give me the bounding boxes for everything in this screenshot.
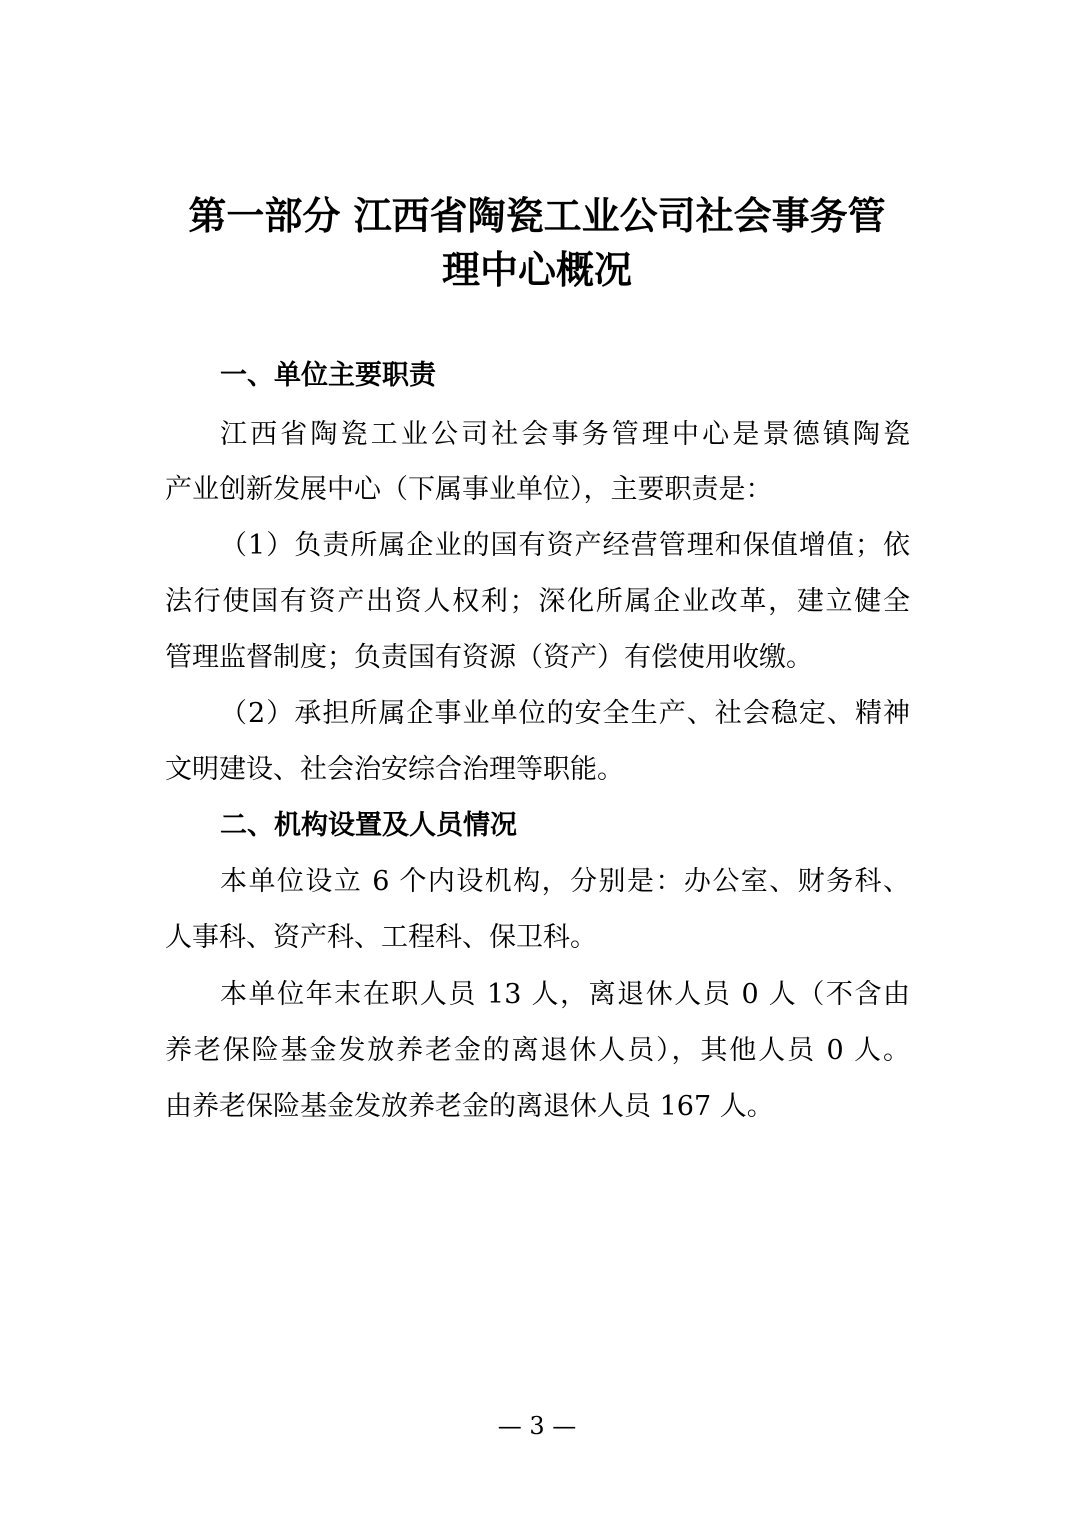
paragraph-line: （2）承担所属企事业单位的安全生产、社会稳定、精神 [220, 698, 910, 729]
paragraph-line: （1）负责所属企业的国有资产经营管理和保值增值；依 [220, 530, 910, 561]
paragraph-line: 法行使国有资产出资人权利；深化所属企业改革，建立健全 [165, 586, 910, 617]
paragraph-line: 本单位设立 6 个内设机构，分别是：办公室、财务科、 [220, 866, 910, 897]
page-title-line-1: 第一部分 江西省陶瓷工业公司社会事务管 [188, 194, 886, 238]
page-title-line-2: 理中心概况 [441, 248, 632, 292]
paragraph-line: 本单位年末在职人员 13 人，离退休人员 0 人（不含由 [220, 979, 910, 1010]
paragraph-line: 人事科、资产科、工程科、保卫科。 [165, 922, 597, 953]
page-number: — 3 — [497, 1412, 577, 1440]
paragraph-line: 管理监督制度；负责国有资源（资产）有偿使用收缴。 [165, 642, 813, 673]
paragraph-line: 江西省陶瓷工业公司社会事务管理中心是景德镇陶瓷 [220, 419, 910, 450]
section-heading-duties: 一、单位主要职责 [220, 360, 436, 391]
paragraph-line: 产业创新发展中心（下属事业单位），主要职责是： [165, 474, 773, 505]
paragraph-line: 养老保险基金发放养老金的离退休人员），其他人员 0 人。 [165, 1035, 910, 1066]
paragraph-line: 由养老保险基金发放养老金的离退休人员 167 人。 [165, 1091, 774, 1122]
section-heading-organization: 二、机构设置及人员情况 [220, 810, 517, 841]
paragraph-line: 文明建设、社会治安综合治理等职能。 [165, 754, 624, 785]
